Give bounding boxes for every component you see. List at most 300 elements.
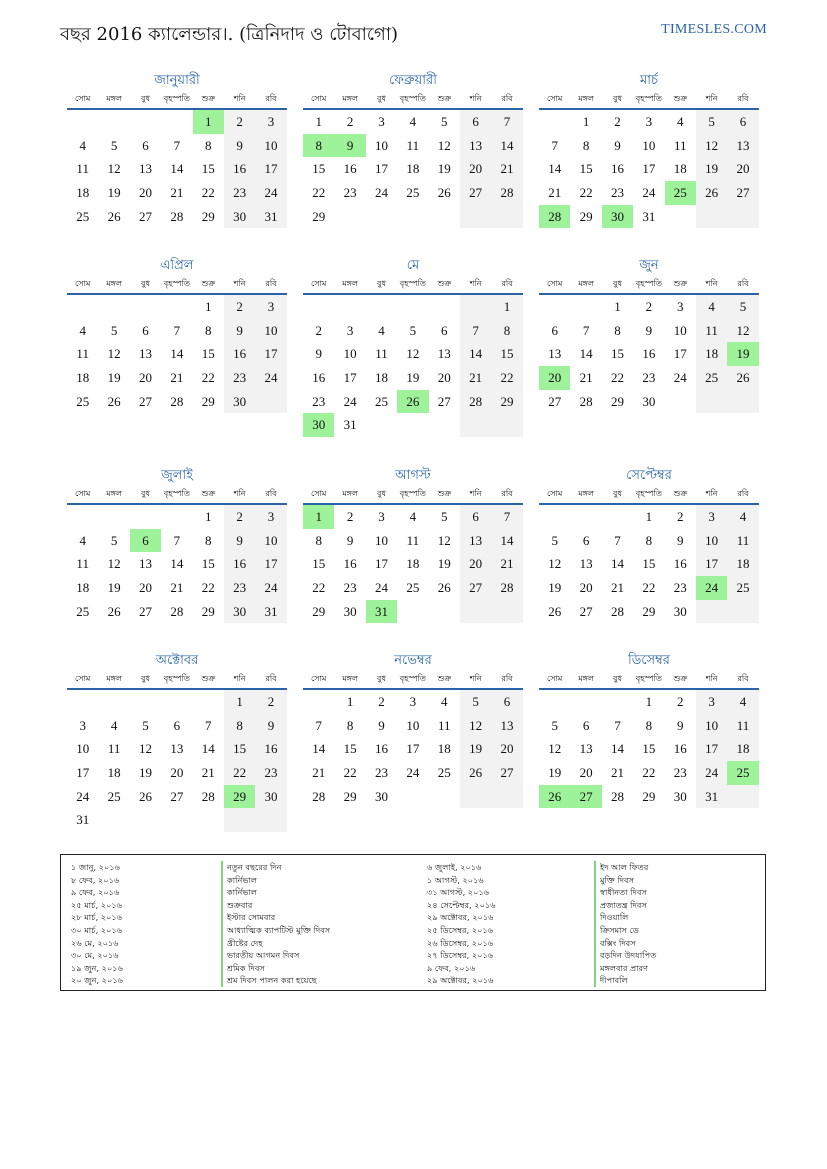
week-row — [303, 737, 523, 761]
weekday-label: বুধ — [141, 94, 150, 103]
day-cell: 21 — [491, 552, 522, 576]
day-cell: 23 — [343, 185, 357, 201]
weekday-header — [303, 670, 523, 690]
day-cell: 6 — [551, 322, 558, 338]
week-row — [67, 600, 287, 624]
weekday-label: শুক্র — [673, 94, 688, 103]
day-cell: 18 — [374, 370, 388, 386]
weekday-label: রবি — [501, 94, 513, 103]
day-cell: 4 — [79, 532, 86, 548]
day-cell: 14 — [170, 556, 184, 572]
day-cell: 22 — [491, 366, 522, 390]
day-cell: 4 — [409, 509, 417, 524]
day-cell: 19 — [107, 185, 121, 201]
day-cell: 15 — [201, 161, 215, 177]
day-cell: 2 — [224, 110, 255, 134]
day-cell: 4 — [727, 690, 758, 714]
week-row — [303, 505, 523, 529]
day-cell: 7 — [173, 322, 181, 338]
day-cell: 12 — [107, 556, 121, 572]
weekday-label: সোম — [311, 489, 327, 498]
day-cell-empty — [727, 785, 758, 809]
weekday-label: রবি — [265, 489, 277, 498]
weekday-header — [67, 670, 287, 690]
day-cell: 26 — [397, 390, 428, 414]
weekday-label: রবি — [737, 674, 749, 683]
day-cell: 21 — [170, 370, 184, 386]
week-row — [303, 205, 523, 229]
day-cell: 22 — [642, 580, 656, 596]
day-cell: 2 — [677, 694, 684, 709]
day-cell: 28 — [170, 208, 184, 224]
day-cell: 20 — [138, 580, 152, 596]
legend-entry: কার্নিভাল — [221, 886, 330, 899]
day-cell-empty — [255, 808, 286, 832]
day-cell-empty — [539, 690, 570, 714]
day-cell: 23 — [343, 580, 357, 596]
day-cell: 11 — [696, 319, 727, 343]
day-cell: 19 — [727, 342, 758, 366]
weekday-label: বুধ — [377, 674, 386, 683]
day-cell: 16 — [343, 556, 357, 572]
day-cell: 5 — [110, 137, 118, 153]
day-cell: 1 — [491, 295, 522, 319]
day-cell: 9 — [315, 346, 322, 362]
week-row — [303, 366, 523, 390]
weekday-label: বৃহস্পতি — [163, 674, 190, 683]
week-row — [67, 157, 287, 181]
day-cell: 29 — [312, 208, 326, 224]
legend-entry: বড়দিন উদযাপিত — [594, 949, 656, 962]
day-cell: 14 — [491, 529, 522, 553]
weekday-label: বৃহস্পতি — [635, 94, 662, 103]
day-cell: 11 — [76, 161, 89, 177]
week-row — [539, 295, 759, 319]
month-name: ডিসেম্বর — [628, 653, 670, 668]
week-row — [539, 505, 759, 529]
week-row — [67, 319, 287, 343]
weekday-header — [303, 275, 523, 295]
day-cell: 27 — [491, 761, 522, 785]
week-row — [539, 529, 759, 553]
weekday-label: বৃহস্পতি — [399, 94, 426, 103]
day-cell: 11 — [76, 556, 89, 572]
day-cell: 20 — [170, 765, 184, 781]
legend-entry: ১ আগস্ট, ২০১৬ — [427, 874, 484, 885]
day-cell-empty — [334, 295, 365, 319]
day-cell: 15 — [312, 556, 326, 572]
day-cell: 11 — [673, 137, 687, 153]
weekday-label: সোম — [75, 489, 91, 498]
day-cell-empty — [161, 690, 192, 714]
day-cell: 31 — [343, 417, 357, 433]
day-cell: 25 — [107, 788, 121, 804]
day-cell: 30 — [303, 413, 334, 437]
day-cell-empty — [303, 690, 334, 714]
day-cell: 11 — [107, 741, 121, 757]
day-cell: 10 — [76, 741, 90, 757]
weekday-label: রবি — [737, 279, 749, 288]
day-cell: 8 — [582, 137, 590, 153]
day-cell: 19 — [107, 370, 121, 386]
day-cell: 30 — [673, 788, 687, 804]
week-row — [67, 529, 287, 553]
weekday-header — [303, 485, 523, 505]
legend-entry: মুক্তি দিবস — [594, 874, 656, 887]
weekday-label: বুধ — [613, 279, 622, 288]
day-cell: 20 — [138, 185, 152, 201]
weekday-label: সোম — [75, 279, 91, 288]
month-block — [303, 257, 523, 437]
week-row — [539, 552, 759, 576]
day-cell-empty — [397, 295, 428, 319]
day-cell-empty — [602, 690, 633, 714]
week-row — [303, 390, 523, 414]
day-cell: 6 — [441, 322, 448, 338]
week-row — [67, 205, 287, 229]
day-cell: 18 — [76, 580, 90, 596]
weekday-label: বৃহস্পতি — [163, 489, 190, 498]
day-cell: 3 — [255, 295, 286, 319]
day-cell: 11 — [375, 346, 388, 362]
day-cell: 23 — [642, 370, 656, 386]
day-cell: 9 — [334, 134, 365, 158]
day-cell: 19 — [460, 737, 491, 761]
day-cell: 17 — [76, 765, 90, 781]
day-cell: 8 — [645, 532, 653, 548]
day-cell: 8 — [315, 532, 322, 548]
day-cell: 28 — [579, 393, 593, 409]
day-cell: 16 — [224, 157, 255, 181]
day-cell: 18 — [107, 765, 121, 781]
day-cell: 27 — [460, 181, 491, 205]
legend-entry: শ্রম দিবস পালন করা হয়েছে — [221, 974, 330, 987]
day-cell: 14 — [170, 161, 184, 177]
weekday-label: শনি — [705, 489, 718, 498]
month-block — [67, 72, 287, 228]
day-cell: 27 — [460, 576, 491, 600]
day-cell: 29 — [642, 788, 656, 804]
day-cell: 6 — [142, 322, 149, 338]
weekday-header — [539, 485, 759, 505]
day-cell: 13 — [548, 346, 562, 362]
day-cell: 20 — [437, 370, 451, 386]
day-cell: 8 — [614, 322, 621, 338]
day-cell: 4 — [696, 295, 727, 319]
week-row — [539, 134, 759, 158]
day-cell: 13 — [170, 741, 184, 757]
day-cell: 1 — [315, 114, 322, 129]
day-cell: 14 — [548, 161, 562, 177]
week-row — [539, 110, 759, 134]
weekday-label: শুক্র — [437, 674, 452, 683]
day-cell: 27 — [138, 603, 152, 619]
day-cell: 6 — [582, 532, 590, 548]
day-cell: 15 — [642, 741, 656, 757]
day-cell: 5 — [551, 717, 558, 733]
day-cell: 6 — [173, 717, 181, 733]
weekday-label: রবি — [265, 279, 277, 288]
legend-entry: শ্রমিক দিবস — [221, 962, 330, 975]
day-cell: 12 — [548, 556, 562, 572]
month-block — [539, 257, 759, 413]
day-cell: 1 — [346, 694, 354, 709]
day-cell: 16 — [224, 552, 255, 576]
day-cell: 10 — [343, 346, 357, 362]
day-cell: 2 — [378, 694, 385, 709]
day-cell: 21 — [548, 185, 562, 201]
day-cell: 14 — [201, 741, 215, 757]
day-cell: 1 — [645, 694, 653, 709]
day-cell-empty — [570, 295, 601, 319]
day-cell: 19 — [548, 580, 562, 596]
day-cell-empty — [539, 110, 570, 134]
day-cell-empty — [491, 413, 522, 437]
legend-entry: ২৯ অক্টোবর, ২০১৬ — [427, 975, 494, 986]
day-cell: 8 — [205, 137, 212, 153]
day-cell: 20 — [491, 737, 522, 761]
day-cell: 4 — [378, 322, 385, 338]
day-cell: 26 — [107, 393, 121, 409]
day-cell: 13 — [727, 134, 758, 158]
page-title: বছর 2016 ক্যালেন্ডার।. (ত্রিনিদাদ ও টোবাগো) — [60, 24, 399, 45]
week-row — [539, 205, 759, 229]
day-cell: 13 — [491, 714, 522, 738]
week-row — [303, 761, 523, 785]
day-cell: 26 — [437, 580, 451, 596]
day-cell: 10 — [406, 717, 420, 733]
day-cell: 6 — [460, 505, 491, 529]
day-cell: 29 — [201, 603, 215, 619]
day-cell: 22 — [224, 761, 255, 785]
month-block — [539, 467, 759, 623]
weekday-label: মঙ্গল — [578, 94, 594, 103]
day-cell: 5 — [409, 322, 417, 338]
day-cell: 13 — [460, 529, 491, 553]
day-cell: 20 — [579, 580, 593, 596]
day-cell-empty — [429, 295, 460, 319]
day-cell: 26 — [107, 208, 121, 224]
day-cell: 23 — [374, 765, 388, 781]
weekday-label: বুধ — [141, 489, 150, 498]
day-cell: 17 — [406, 741, 420, 757]
day-cell: 2 — [224, 505, 255, 529]
day-cell: 20 — [579, 765, 593, 781]
day-cell: 24 — [696, 761, 727, 785]
day-cell: 26 — [727, 366, 758, 390]
day-cell: 23 — [673, 580, 687, 596]
weekday-label: শুক্র — [201, 279, 216, 288]
day-cell: 30 — [374, 788, 388, 804]
weekday-header — [539, 275, 759, 295]
day-cell: 3 — [409, 694, 417, 709]
day-cell: 24 — [406, 765, 420, 781]
day-cell: 1 — [205, 299, 212, 314]
day-cell: 4 — [441, 694, 448, 709]
day-cell-empty — [665, 390, 696, 414]
legend-entry: ২৬ ডিসেম্বর, ২০১৬ — [427, 937, 494, 948]
legend-entry: বক্সিং দিবস — [594, 937, 656, 950]
day-cell: 1 — [582, 114, 590, 129]
day-cell: 18 — [673, 161, 687, 177]
weekday-label: সোম — [547, 674, 563, 683]
day-cell: 24 — [255, 366, 286, 390]
legend-entry: ক্রিসমাস ডে — [594, 924, 656, 937]
week-row — [67, 714, 287, 738]
month-block — [67, 652, 287, 832]
day-cell: 23 — [673, 765, 687, 781]
legend-entry: দিওয়ালি — [594, 911, 656, 924]
day-cell: 8 — [205, 532, 212, 548]
day-cell: 31 — [696, 785, 727, 809]
day-cell: 17 — [696, 737, 727, 761]
day-cell-empty — [161, 505, 192, 529]
day-cell: 11 — [406, 137, 420, 153]
day-cell-empty — [429, 205, 460, 229]
day-cell-empty — [161, 808, 192, 832]
weekday-label: শনি — [233, 94, 246, 103]
day-cell-empty — [98, 110, 129, 134]
day-cell: 7 — [315, 717, 322, 733]
weekday-label: শুক্র — [201, 94, 216, 103]
day-cell: 26 — [696, 181, 727, 205]
day-cell-empty — [429, 785, 460, 809]
day-cell: 28 — [170, 603, 184, 619]
day-cell: 14 — [610, 556, 624, 572]
day-cell-empty — [460, 785, 491, 809]
week-row — [539, 714, 759, 738]
legend-entry: শুক্রবার — [221, 899, 330, 912]
day-cell: 12 — [107, 346, 121, 362]
day-cell: 7 — [491, 110, 522, 134]
day-cell: 13 — [138, 161, 152, 177]
day-cell: 29 — [224, 785, 255, 809]
day-cell: 4 — [409, 114, 417, 129]
legend-entry: ২৫ মার্চ, ২০১৬ — [71, 899, 123, 910]
day-cell: 20 — [138, 370, 152, 386]
day-cell: 13 — [460, 134, 491, 158]
day-cell: 12 — [727, 319, 758, 343]
day-cell: 18 — [696, 342, 727, 366]
week-row — [303, 413, 523, 437]
day-cell: 28 — [491, 181, 522, 205]
day-cell: 26 — [437, 185, 451, 201]
day-cell: 16 — [224, 342, 255, 366]
site-brand-link[interactable]: TIMESLES.COM — [661, 22, 767, 37]
day-cell-empty — [67, 295, 98, 319]
day-cell: 25 — [76, 603, 90, 619]
day-cell: 29 — [642, 603, 656, 619]
day-cell: 5 — [460, 690, 491, 714]
day-cell: 28 — [201, 788, 215, 804]
weekday-label: রবি — [265, 94, 277, 103]
day-cell: 24 — [76, 788, 90, 804]
day-cell: 21 — [201, 765, 215, 781]
weekday-label: রবি — [501, 489, 513, 498]
week-row — [539, 600, 759, 624]
legend-entry: নতুন বছরের দিন — [221, 861, 330, 874]
legend-entry: ২৯ অক্টোবর, ২০১৬ — [427, 912, 494, 923]
day-cell: 22 — [312, 580, 326, 596]
weekday-label: মঙ্গল — [106, 279, 122, 288]
day-cell-empty — [696, 600, 727, 624]
day-cell: 24 — [642, 185, 656, 201]
day-cell: 27 — [727, 181, 758, 205]
week-row — [539, 761, 759, 785]
legend-entry: ২৭ ডিসেম্বর, ২০১৬ — [427, 950, 494, 961]
day-cell: 20 — [460, 552, 491, 576]
day-cell-empty — [193, 690, 224, 714]
day-cell: 12 — [138, 741, 152, 757]
day-cell: 27 — [170, 788, 184, 804]
day-cell-empty — [255, 390, 286, 414]
day-cell: 13 — [437, 346, 451, 362]
month-name: মার্চ — [639, 73, 658, 88]
weekday-label: মঙ্গল — [342, 94, 358, 103]
weekday-label: বৃহস্পতি — [399, 674, 426, 683]
week-row — [303, 576, 523, 600]
day-cell: 7 — [614, 717, 621, 733]
day-cell-empty — [429, 413, 460, 437]
day-cell: 9 — [677, 532, 684, 548]
day-cell-empty — [665, 205, 696, 229]
weekday-label: বুধ — [613, 94, 622, 103]
day-cell: 30 — [224, 390, 255, 414]
day-cell: 17 — [696, 552, 727, 576]
weekday-label: রবি — [737, 489, 749, 498]
legend-entry: আধ্যাত্মিক ব্যাপটিস্ট মুক্তি দিবস — [221, 924, 330, 937]
day-cell: 2 — [645, 299, 653, 314]
week-row — [539, 690, 759, 714]
weekday-label: সোম — [311, 674, 327, 683]
day-cell: 19 — [437, 161, 451, 177]
day-cell-empty — [491, 600, 522, 624]
day-cell: 15 — [579, 161, 593, 177]
day-cell-empty — [460, 205, 491, 229]
day-cell-empty — [602, 505, 633, 529]
day-cell: 5 — [696, 110, 727, 134]
weekday-label: বুধ — [377, 489, 386, 498]
day-cell: 18 — [76, 185, 90, 201]
day-cell: 7 — [173, 137, 181, 153]
weekday-label: সোম — [547, 94, 563, 103]
week-row — [303, 529, 523, 553]
week-row — [67, 552, 287, 576]
day-cell: 5 — [110, 322, 118, 338]
day-cell: 25 — [406, 185, 420, 201]
day-cell: 10 — [642, 137, 656, 153]
day-cell: 27 — [138, 393, 152, 409]
day-cell: 26 — [539, 785, 570, 809]
weekday-label: রবি — [737, 94, 749, 103]
weekday-label: শনি — [233, 279, 246, 288]
day-cell: 5 — [441, 509, 448, 524]
legend-entry: ১৯ জুন, ২০১৬ — [71, 962, 123, 973]
weekday-header — [67, 275, 287, 295]
day-cell: 28 — [610, 603, 624, 619]
weekday-label: রবি — [501, 674, 513, 683]
day-cell-empty — [397, 205, 428, 229]
day-cell: 25 — [76, 393, 90, 409]
day-cell: 22 — [343, 765, 357, 781]
day-cell: 13 — [138, 346, 152, 362]
day-cell: 25 — [727, 761, 758, 785]
day-cell: 10 — [696, 529, 727, 553]
month-name: মে — [406, 258, 420, 273]
week-row — [539, 157, 759, 181]
legend-entry: ২৬ মে, ২০১৬ — [71, 937, 119, 948]
week-row — [303, 600, 523, 624]
